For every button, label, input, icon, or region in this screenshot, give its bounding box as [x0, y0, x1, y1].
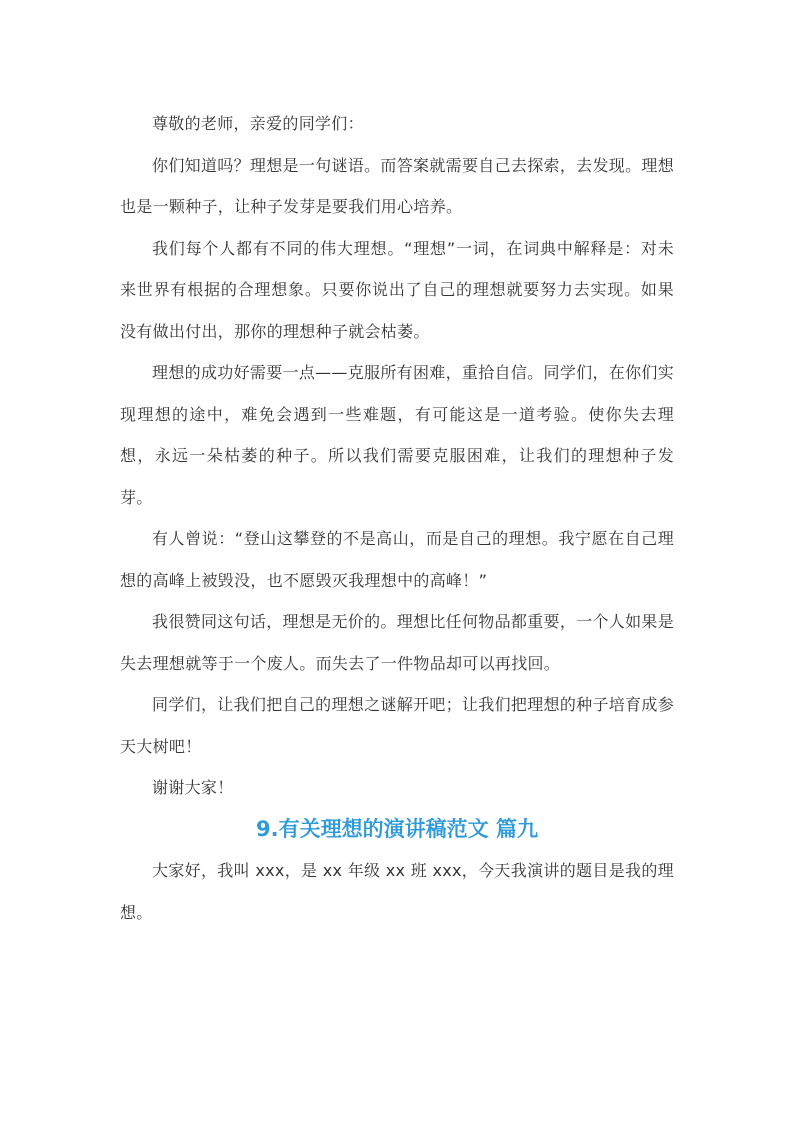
section-heading: 9.有关理想的演讲稿范文 篇九 [256, 816, 538, 841]
greeting-paragraph: 尊敬的老师，亲爱的同学们： [152, 114, 364, 133]
body-paragraph: 我很赞同这句话，理想是无价的。理想比任何物品都重要，一个人如果是失去理想就等于一个废人。而失去了一件物品却可以再找回。 [120, 612, 674, 673]
closing-paragraph: 谢谢大家！ [152, 778, 234, 797]
body-paragraph: 有人曾说：“登山这攀登的不是高山，而是自己的理想。我宁愿在自己理想的高峰上被毁没，也不愿毁灭我理想中的高峰！” [120, 529, 674, 590]
body-paragraph: 理想的成功好需要一点——克服所有困难，重拾自信。同学们，在你们实现理想的途中，难免会遇到一些难题，有可能这是一道考验。使你失去理想，永远一朵枯萎的种子。所以我们需要克服困难，让我们的理想种子发芽。 [120, 363, 674, 507]
body-paragraph: 同学们，让我们把自己的理想之谜解开吧；让我们把理想的种子培育成参天大树吧！ [120, 695, 674, 756]
body-paragraph: 我们每个人都有不同的伟大理想。“理想”一词，在词典中解释是：对未来世界有根据的合理想象。只要你说出了自己的理想就要努力去实现。如果没有做出付出，那你的理想种子就会枯萎。 [120, 238, 674, 341]
body-paragraph: 你们知道吗？理想是一句谜语。而答案就需要自己去探索，去发现。理想也是一颗种子，让种子发芽是要我们用心培养。 [120, 155, 674, 216]
body-paragraph: 大家好，我叫 xxx，是 xx 年级 xx 班 xxx，今天我演讲的题目是我的理想。 [120, 861, 674, 922]
document-body [120, 103, 674, 933]
